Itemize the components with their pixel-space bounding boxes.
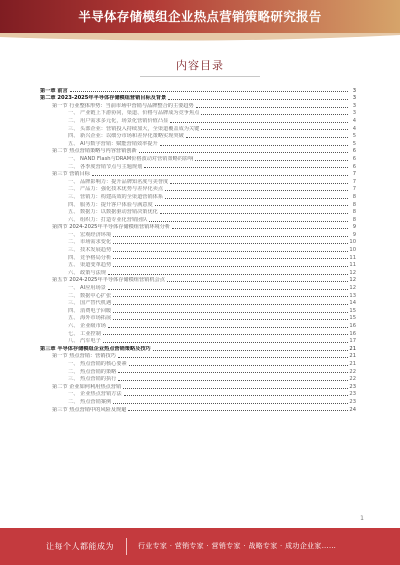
toc-entry-label: 一、 热点营销的核心要素 xyxy=(68,360,127,367)
toc-dot-leader xyxy=(170,182,348,184)
toc-entry-label: 一、 AI应用场景 xyxy=(68,285,106,292)
toc-entry[interactable] xyxy=(40,390,356,398)
toc-entry[interactable] xyxy=(40,162,356,170)
toc-entry-page: 4 xyxy=(352,125,356,132)
toc-dot-leader xyxy=(195,159,348,161)
toc-dot-leader xyxy=(113,257,348,259)
toc-entry-label: 三、 热点营销的执行 xyxy=(68,376,117,383)
toc-entry-label: 第一节 行业整体形势：当前市场中营销与品牌整合的主要趋势 xyxy=(52,102,194,109)
toc-entry[interactable] xyxy=(40,253,356,261)
toc-entry[interactable] xyxy=(40,375,356,383)
toc-dot-leader xyxy=(144,166,348,168)
toc-entry-label: 第二节 热点营销策略与内容营销创新 xyxy=(52,148,137,155)
toc-entry-label: 七、 工业控制 xyxy=(68,330,101,337)
toc-entry-page: 6 xyxy=(352,155,356,162)
toc-entry-page: 4 xyxy=(352,117,356,124)
toc-entry[interactable] xyxy=(40,352,356,360)
toc-entry-page: 3 xyxy=(352,95,356,102)
toc-entry-page: 12 xyxy=(349,285,356,292)
toc-entry-label: 六、 政策与法规 xyxy=(68,269,106,276)
toc-entry-label: 二、 热点营销的策略 xyxy=(68,368,117,375)
toc-entry-label: 第二节 企业如何利用热点营销 xyxy=(52,383,122,390)
toc-entry[interactable] xyxy=(40,86,356,94)
toc-entry-label: 三、 头部企业：营销投入持续加大，全渠道覆盖成为关键 xyxy=(68,125,200,132)
toc-dot-leader xyxy=(149,220,348,222)
toc-entry[interactable] xyxy=(40,170,356,178)
toc-entry-label: 二、 各季度营销节点与主题规划 xyxy=(68,163,143,170)
toc-entry-page: 10 xyxy=(349,247,356,254)
header-swoosh-decoration xyxy=(0,33,400,43)
toc-entry-label: 一、 宏观经济环境 xyxy=(68,231,112,238)
toc-entry-page: 17 xyxy=(349,338,356,345)
toc-dot-leader xyxy=(139,151,348,153)
toc-dot-leader xyxy=(103,333,348,335)
toc-entry-page: 8 xyxy=(352,216,356,223)
toc-entry-label: 三、 国产替代机遇 xyxy=(68,300,112,307)
toc-entry[interactable] xyxy=(40,283,356,291)
toc-dot-leader xyxy=(201,128,348,130)
toc-dot-leader xyxy=(160,212,348,214)
toc-entry[interactable] xyxy=(40,291,356,299)
toc-entry[interactable] xyxy=(40,337,356,345)
toc-entry-label: 五、 渠道变革趋势 xyxy=(68,262,112,269)
toc-entry-page: 6 xyxy=(352,163,356,170)
document-title: 半导体存储模组企业热点营销策略研究报告 xyxy=(78,9,322,24)
toc-entry-label: 一、 品牌影响力：提升品牌知名度与美誉度 xyxy=(68,178,169,185)
toc-entry-page: 5 xyxy=(352,133,356,140)
toc-entry[interactable] xyxy=(40,321,356,329)
toc-entry[interactable] xyxy=(40,405,356,413)
toc-dot-leader xyxy=(123,387,348,389)
toc-dot-leader xyxy=(172,227,348,229)
toc-entry-page: 7 xyxy=(352,178,356,185)
toc-entry-page: 8 xyxy=(352,201,356,208)
header-banner xyxy=(0,0,400,33)
toc-entry-page: 7 xyxy=(352,171,356,178)
toc-entry-label: 二、 热点营销案例 xyxy=(68,398,112,405)
toc-dot-leader xyxy=(113,311,348,313)
toc-dot-leader xyxy=(170,121,348,123)
toc-entry-page: 23 xyxy=(349,398,356,405)
toc-dot-leader xyxy=(108,288,348,290)
toc-entry[interactable] xyxy=(40,177,356,185)
toc-dot-leader xyxy=(129,364,348,366)
footer-slogan: 让每个人都能成为 xyxy=(46,542,114,551)
toc-entry-page: 16 xyxy=(349,330,356,337)
toc-entry[interactable] xyxy=(40,192,356,200)
toc-entry-page: 7 xyxy=(352,186,356,193)
toc-entry-page: 3 xyxy=(352,87,356,94)
toc-dot-leader xyxy=(165,197,348,199)
toc-entry-page: 5 xyxy=(352,140,356,147)
toc-entry-label: 第一节 热点营销：营销技巧 xyxy=(52,353,116,360)
toc-entry-label: 第三节 营销目标 xyxy=(52,171,90,178)
toc-entry-label: 五、 海外市场拓展 xyxy=(68,315,112,322)
toc-dot-leader xyxy=(165,189,348,191)
toc-dot-leader xyxy=(153,349,348,351)
toc-dot-leader xyxy=(124,394,348,396)
toc-entry-label: 二、 数据中心扩张 xyxy=(68,292,112,299)
toc-entry-page: 15 xyxy=(349,307,356,314)
toc-entry-page: 8 xyxy=(352,193,356,200)
toc-entry-page: 6 xyxy=(352,148,356,155)
toc-entry[interactable] xyxy=(40,124,356,132)
toc-dot-leader xyxy=(186,136,348,138)
page-number: 1 xyxy=(360,515,364,522)
toc-entry-label: 三、 营销力：构建高效的全渠道营销体系 xyxy=(68,193,164,200)
toc-dot-leader xyxy=(113,235,348,237)
toc-entry-page: 12 xyxy=(349,277,356,284)
toc-entry-page: 9 xyxy=(352,231,356,238)
toc-entry-label: 六、 企业级市场 xyxy=(68,323,106,329)
toc-entry-page: 9 xyxy=(352,224,356,231)
title-divider xyxy=(140,76,260,77)
toc-dot-leader xyxy=(108,273,348,275)
toc-entry-page: 10 xyxy=(349,239,356,246)
footer-banner xyxy=(0,528,400,565)
toc-entry-label: 四、 服务力：提升客户体验与满意度 xyxy=(68,201,153,208)
toc-entry[interactable] xyxy=(40,299,356,307)
toc-dot-leader xyxy=(103,341,348,343)
toc-entry-label: 第四节 2024-2025年半导体存储模组营销环境分析 xyxy=(52,224,171,231)
toc-entry-page: 8 xyxy=(352,209,356,216)
toc-entry-label: 八、 汽车电子 xyxy=(68,338,101,345)
toc-entry[interactable] xyxy=(40,306,356,314)
footer-divider xyxy=(126,538,127,555)
toc-entry[interactable] xyxy=(40,147,356,155)
toc-dot-leader xyxy=(113,295,348,297)
toc-entry-page: 13 xyxy=(349,292,356,299)
toc-entry[interactable] xyxy=(40,109,356,117)
toc-entry-label: 二、 用户需求多元化，场景化营销价值凸显 xyxy=(68,117,169,124)
toc-entry-page: 3 xyxy=(352,110,356,117)
toc-entry-page: 23 xyxy=(349,391,356,398)
toc-entry[interactable] xyxy=(40,382,356,390)
toc-entry-label: 四、 新兴企业：以细分市场和差异化策略实现突破 xyxy=(68,133,184,140)
toc-entry-label: 三、 技术发展趋势 xyxy=(68,247,112,254)
toc-dot-leader xyxy=(118,371,348,373)
toc-entry-label: 四、 消费电子回暖 xyxy=(68,307,112,314)
toc-title: 内容目录 xyxy=(176,59,224,72)
toc-entry[interactable] xyxy=(40,94,356,102)
toc-entry-page: 22 xyxy=(349,376,356,383)
toc-entry-page: 11 xyxy=(349,254,356,261)
toc-entry[interactable] xyxy=(40,101,356,109)
toc-entry[interactable] xyxy=(40,154,356,162)
toc-dot-leader xyxy=(113,265,348,267)
toc-entry[interactable] xyxy=(40,223,356,231)
toc-entry-label: 一、 企业热点营销方法 xyxy=(68,391,122,398)
toc-entry-page: 23 xyxy=(349,383,356,390)
toc-dot-leader xyxy=(168,98,348,100)
toc-entry-label: 二、 产品力：强化技术优势与差异化卖点 xyxy=(68,186,164,193)
toc-dot-leader xyxy=(113,402,348,404)
toc-dot-leader xyxy=(128,409,348,411)
toc-entry[interactable] xyxy=(40,132,356,140)
toc-entry-label: 五、 AI与数字营销：赋能营销效率提升 xyxy=(68,140,158,147)
toc-entry[interactable] xyxy=(40,208,356,216)
toc-dot-leader xyxy=(167,280,348,282)
toc-dot-leader xyxy=(160,144,348,146)
toc-entry-page: 14 xyxy=(349,300,356,307)
toc-entry-label: 第三节 热点营销中的风险及规避 xyxy=(52,406,127,413)
toc-entry[interactable] xyxy=(40,200,356,208)
toc-dot-leader xyxy=(196,106,348,108)
toc-entry[interactable] xyxy=(40,185,356,193)
toc-entry[interactable] xyxy=(40,367,356,375)
toc-entry[interactable] xyxy=(40,139,356,147)
toc-entry-label: 一、 NAND Flash与DRAM价格波动对营销策略的影响 xyxy=(68,155,194,162)
toc-entry-page: 11 xyxy=(349,262,356,269)
toc-entry-page: 15 xyxy=(349,315,356,322)
toc-entry[interactable] xyxy=(40,276,356,284)
toc-entry-page: 21 xyxy=(349,345,356,352)
toc-entry-label: 第三章 半导体存储模组企业热点营销策略及技巧 xyxy=(40,345,151,352)
toc-entry-page: 12 xyxy=(349,269,356,276)
toc-entry-label: 二、 市场需求变化 xyxy=(68,239,112,246)
toc-entry[interactable] xyxy=(40,215,356,223)
toc-entry[interactable] xyxy=(40,238,356,246)
toc-entry-label: 第二章 2023-2025年半导体存储模组营销目标及背景 xyxy=(40,95,167,102)
toc-entry-page: 24 xyxy=(349,406,356,413)
toc-dot-leader xyxy=(201,113,348,115)
toc-entry[interactable] xyxy=(40,230,356,238)
toc-entry-page: 21 xyxy=(349,360,356,367)
toc-entry[interactable] xyxy=(40,268,356,276)
toc-entry[interactable] xyxy=(40,344,356,352)
footer-tags: 行业专家 · 营销专家 · 营销专家 · 战略专家 · 成功企业家…… xyxy=(138,542,337,550)
toc-entry-label: 第五节 2024-2025年半导体存储模组营销机会点 xyxy=(52,277,165,284)
toc-entry-label: 四、 竞争格局分析 xyxy=(68,254,112,261)
toc-dot-leader xyxy=(113,303,348,305)
toc-dot-leader xyxy=(92,174,348,176)
toc-dot-leader xyxy=(155,204,348,206)
toc-entry-page: 3 xyxy=(352,102,356,109)
toc-entry-page: 22 xyxy=(349,368,356,375)
toc-entry-page: 21 xyxy=(349,353,356,360)
toc-entry-label: 第一章 前言 xyxy=(40,87,68,94)
table-of-contents xyxy=(40,86,356,413)
toc-entry-label: 六、 组织力：打造专业化营销团队 xyxy=(68,216,148,223)
toc-entry[interactable] xyxy=(40,359,356,367)
toc-dot-leader xyxy=(118,379,348,381)
toc-entry-label: 一、 产业链上下游协同，渠道、价格与品牌成为竞争焦点 xyxy=(68,110,200,117)
toc-dot-leader xyxy=(118,356,348,358)
toc-dot-leader xyxy=(108,326,348,328)
toc-dot-leader xyxy=(113,250,348,252)
toc-entry[interactable] xyxy=(40,397,356,405)
toc-entry[interactable] xyxy=(40,261,356,269)
toc-entry[interactable] xyxy=(40,329,356,337)
toc-dot-leader xyxy=(70,90,348,92)
toc-entry[interactable] xyxy=(40,116,356,124)
toc-entry-label: 五、 数据力：以数据驱动营销决策优化 xyxy=(68,209,158,216)
toc-entry[interactable] xyxy=(40,314,356,322)
toc-entry[interactable] xyxy=(40,245,356,253)
toc-dot-leader xyxy=(113,318,348,320)
toc-entry-page: 16 xyxy=(349,323,356,329)
toc-dot-leader xyxy=(113,242,348,244)
